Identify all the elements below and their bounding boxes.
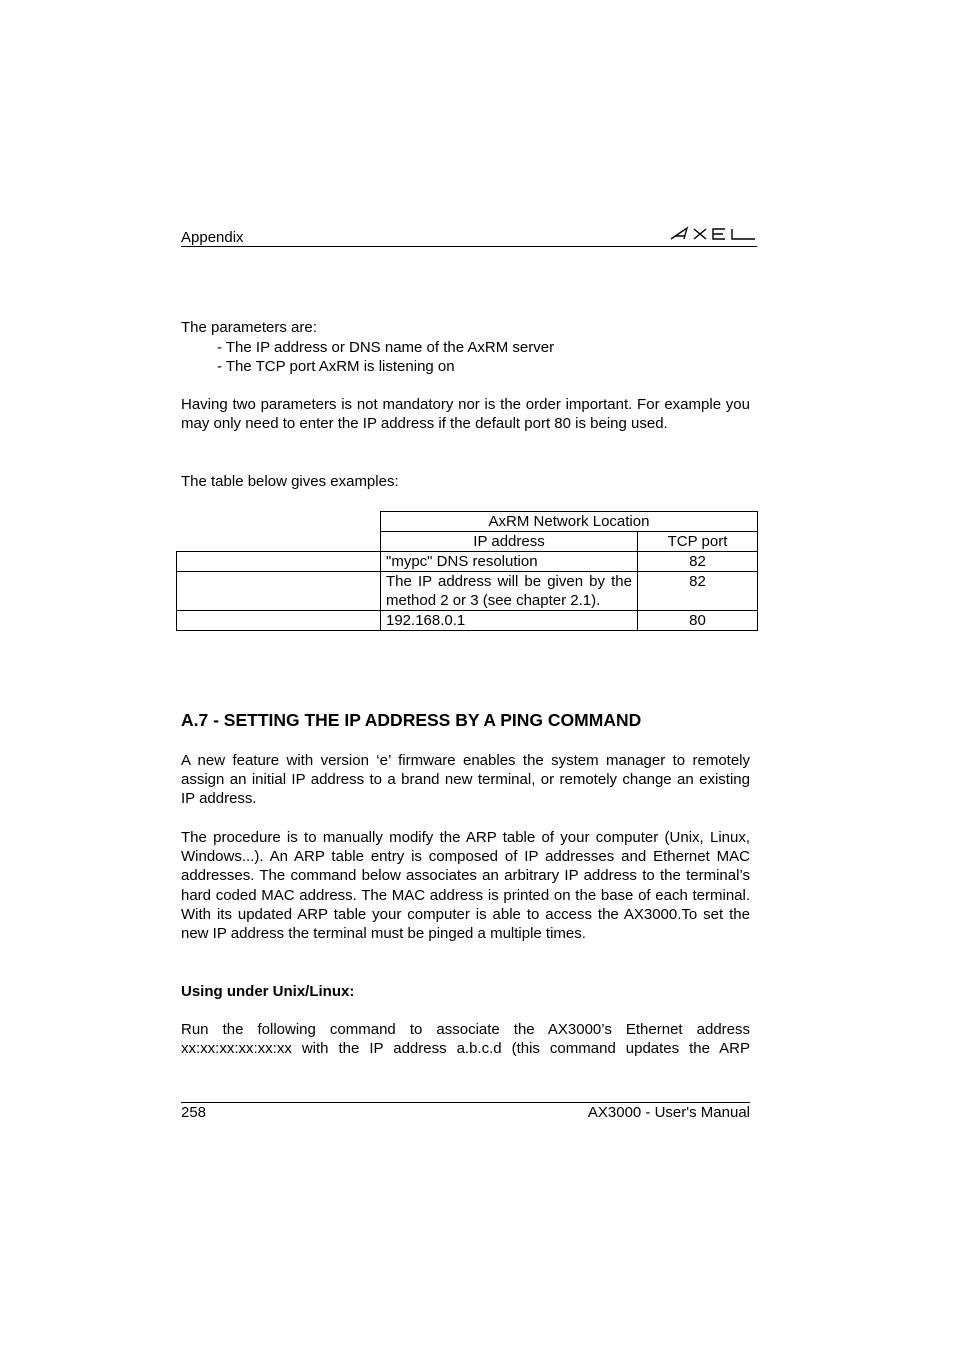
table-corner — [177, 512, 381, 552]
table-row — [177, 552, 758, 572]
manual-title: AX3000 - User's Manual — [587, 1104, 750, 1121]
column-header-port: TCP port — [638, 532, 758, 552]
parameters-paragraph: Having two parameters is not mandatory nor is the order important. For example you may only need to enter the IP address if the default port 80 is being used. — [181, 396, 750, 433]
page-footer — [181, 1102, 750, 1121]
row-port: 80 — [638, 611, 758, 631]
row-label — [177, 572, 381, 611]
axel-logo — [669, 222, 757, 246]
row-ip: "mypc" DNS resolution — [381, 552, 638, 572]
row-port: 82 — [638, 572, 758, 611]
table-intro: The table below gives examples: — [181, 473, 399, 490]
row-ip: The IP address will be given by the method 2 or 3 (see chapter 2.1). — [381, 572, 638, 611]
page-header — [181, 228, 757, 247]
page-number: 258 — [181, 1104, 207, 1121]
parameter-item-ip: - The IP address or DNS name of the AxRM server — [217, 339, 555, 356]
row-port: 82 — [638, 552, 758, 572]
row-label — [177, 611, 381, 631]
table-group-header: AxRM Network Location — [381, 512, 758, 532]
header-section-title: Appendix — [181, 229, 244, 246]
row-ip: 192.168.0.1 — [381, 611, 638, 631]
table-row — [177, 611, 758, 631]
subheading-unix: Using under Unix/Linux: — [181, 983, 355, 1000]
row-label — [177, 552, 381, 572]
examples-table — [176, 511, 758, 631]
column-header-ip: IP address — [381, 532, 638, 552]
parameter-item-port: - The TCP port AxRM is listening on — [217, 358, 455, 375]
command-paragraph: Run the following command to associate the AX3000’s Ethernet address xx:xx:xx:xx:xx:xx with the IP address a.b.c.d (this command updates the ARP — [181, 1021, 750, 1058]
parameters-lead: The parameters are: — [181, 319, 317, 336]
procedure-paragraph: The procedure is to manually modify the ARP table of your computer (Unix, Linux, Windows...). An ARP table entry is composed of IP addresses and Ethernet MAC addresses. The command below associates an arbitrary IP address to the terminal’s hard coded MAC address. The MAC address is printed on the base of each terminal. With its updated ARP table your computer is able to access the AX3000.To set the new IP address the terminal must be pinged a multiple times. — [181, 829, 750, 943]
feature-paragraph: A new feature with version ‘e’ firmware enables the system manager to remotely assign an initial IP address to a brand new terminal, or remotely change an existing IP address. — [181, 752, 750, 808]
section-heading: A.7 - SETTING THE IP ADDRESS BY A PING COMMAND — [181, 710, 642, 730]
table-row — [177, 572, 758, 611]
